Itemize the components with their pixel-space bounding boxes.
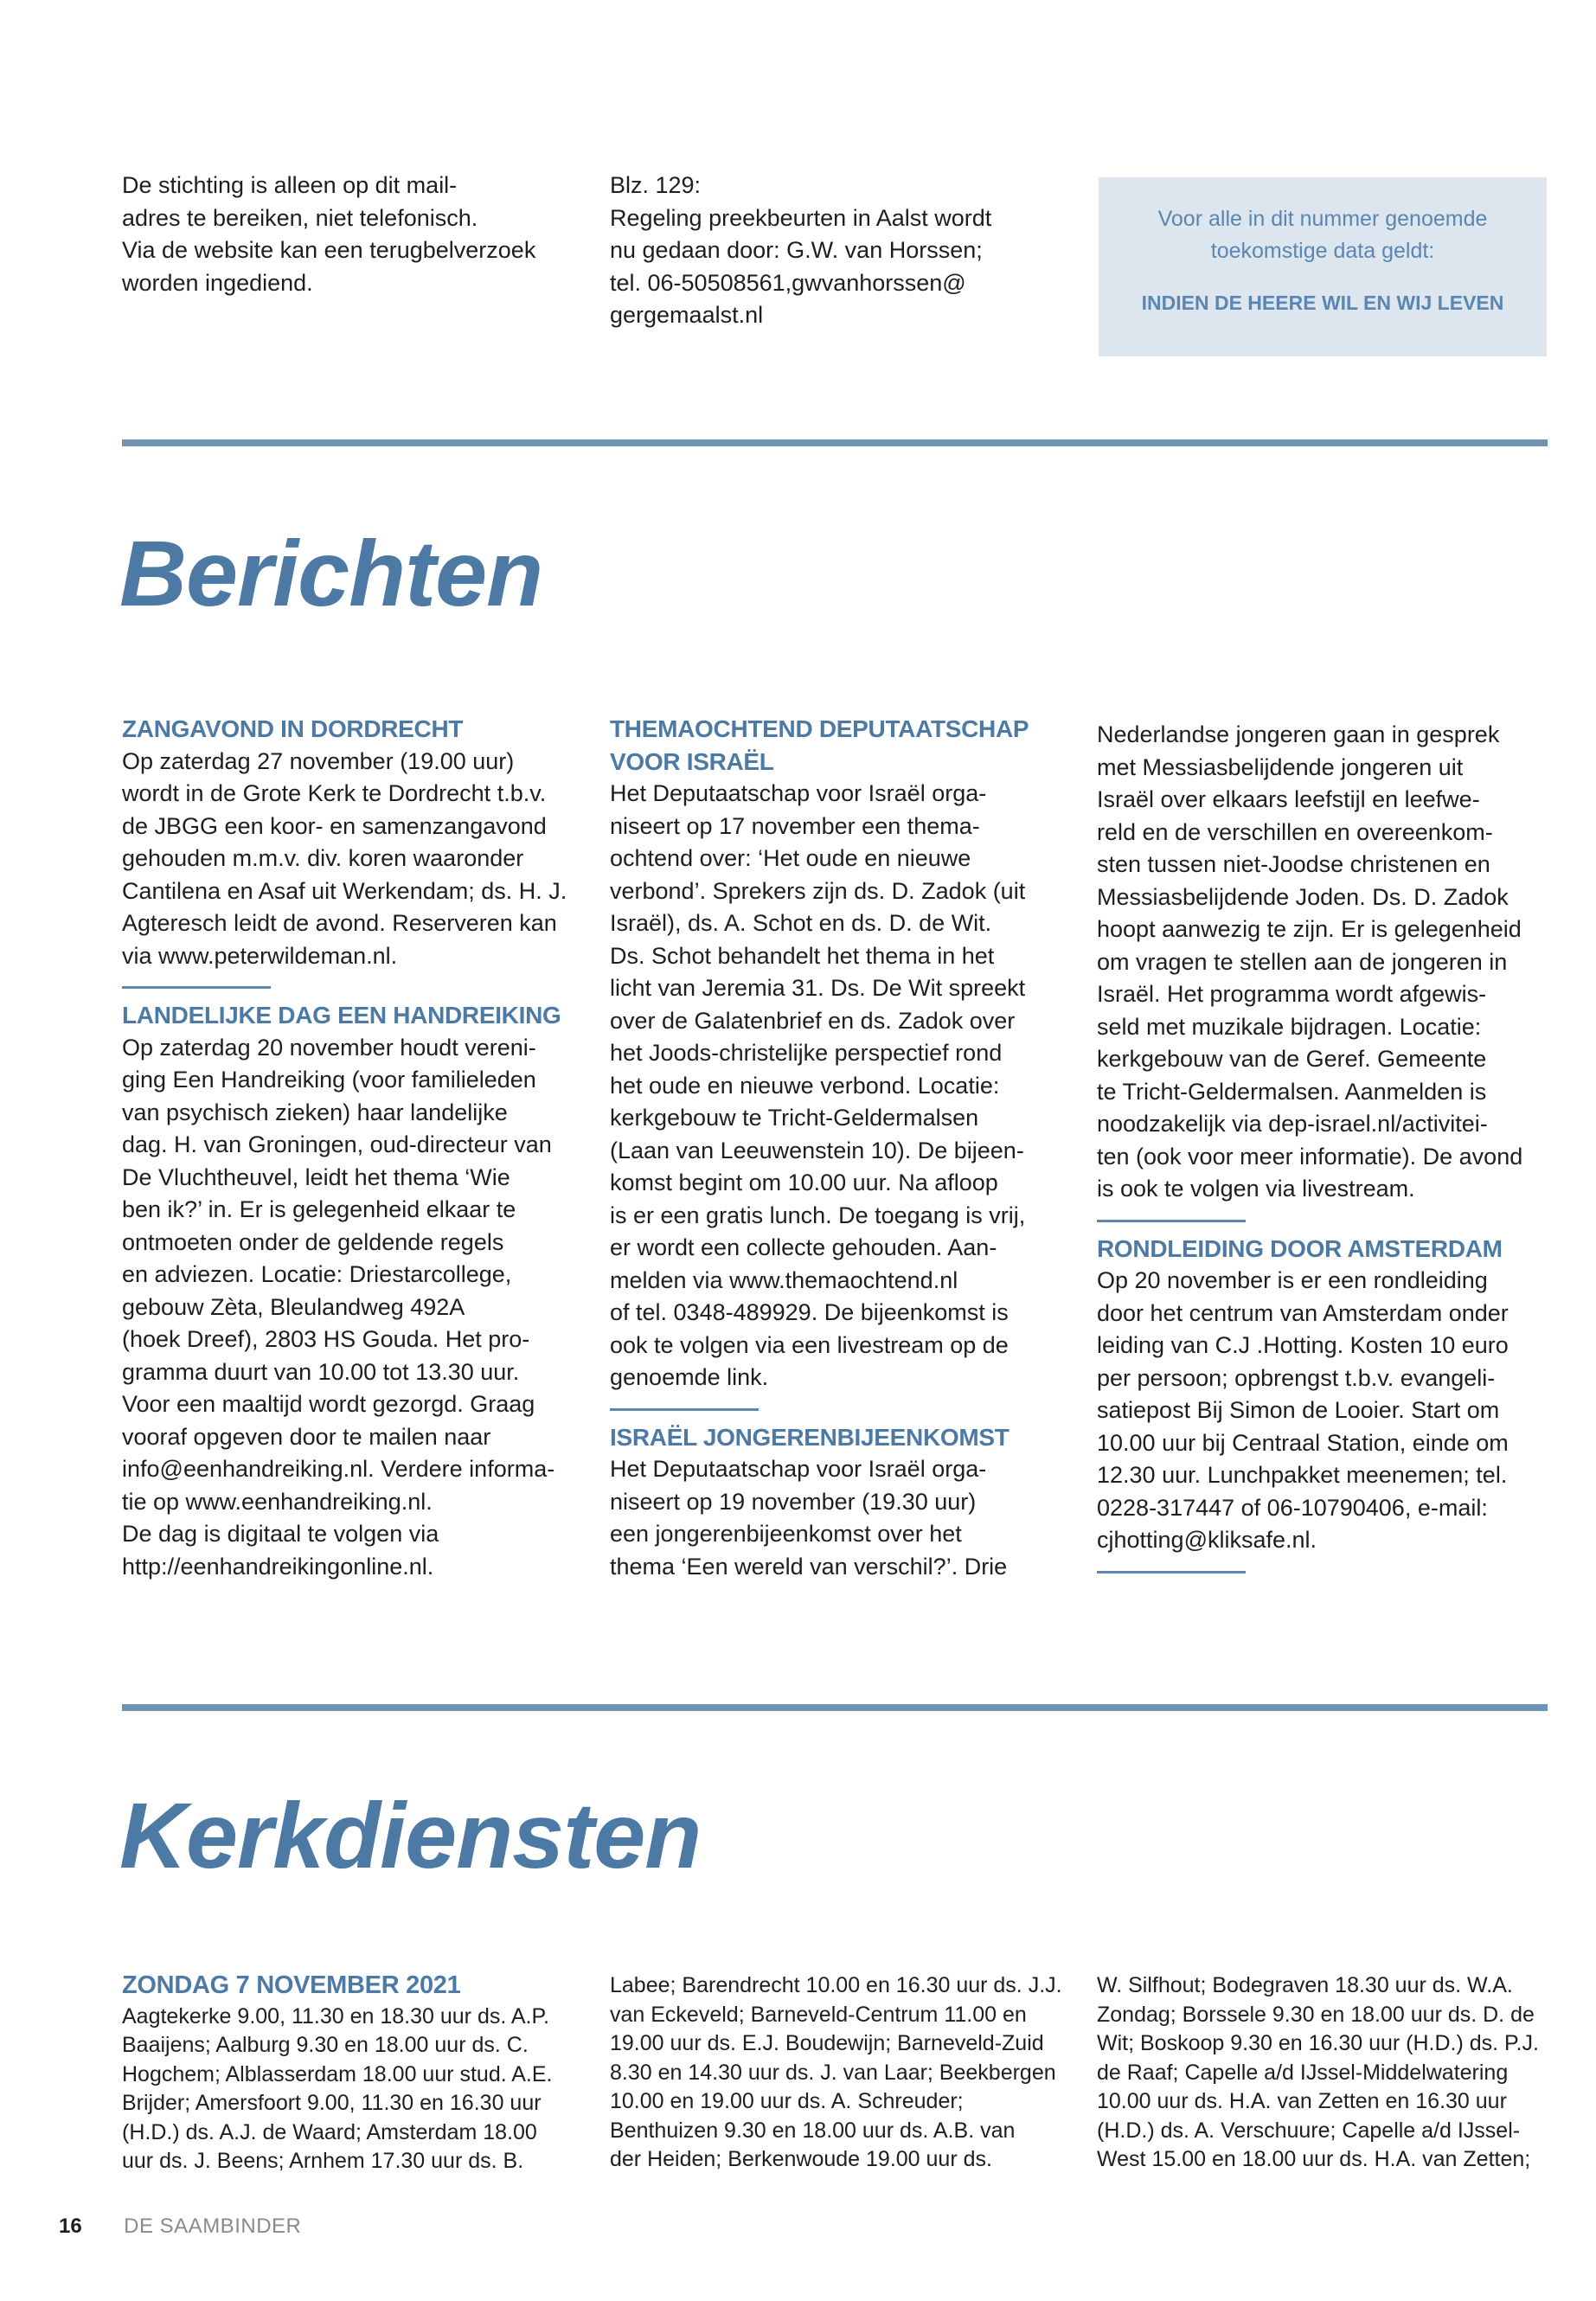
article-heading: ISRAËL JONGERENBIJEENKOMST (610, 1423, 1010, 1451)
article-body: Het Deputaatschap voor Israël orga- niseert op 19 november (19.30 uur) een jongerenbijeenkomst over het thema ‘Een wereld van verschil?’. Drie (610, 1456, 1008, 1580)
services-list: Aagtekerke 9.00, 11.30 en 18.30 uur ds. A.P. Baaijens; Aalburg 9.30 en 18.00 uur ds. C. Hogchem; Alblasserdam 18.00 uur stud. A.E. Brijder; Amersfoort 9.00, 11.30 en 16.30 uur (H.D.) ds. A.J. de Waard; Amsterdam 18.00 uur ds. J. Beens; Arnhem 17.30 uur ds. B. (122, 2003, 553, 2173)
article-jongerenbijeenkomst (610, 1421, 1060, 1584)
article-zangavond (122, 713, 572, 972)
article-body: Op 20 november is er een rondleiding door het centrum van Amsterdam onder leiding van C.J .Hotting. Kosten 10 euro per persoon; opbrengst t.b.v. evangeli- satiepost Bij Simon de Looier. Start om 10.00 uur bij Centraal Station, einde om 12.30 uur. Lunchpakket meenemen; tel. 0228-317447 of 06-10790406, e-mail: cjhotting@kliksafe.nl. (1097, 1267, 1509, 1553)
top-note-stichting: De stichting is alleen op dit mail- adres te bereiken, niet telefonisch. Via de website kan een terugbelverzoek worden ingediend. (122, 172, 536, 296)
article-separator (1097, 1571, 1246, 1574)
berichten-column-1 (122, 713, 572, 1583)
info-box (1099, 177, 1547, 356)
footer (59, 2214, 301, 2239)
info-box-line: Voor alle in dit nummer genoemde toekomstige data geldt: (1157, 207, 1488, 263)
article-body: Het Deputaatschap voor Israël orga- niseert op 17 november een thema- ochtend over: ‘Het oude en nieuwe verbond’. Sprekers zijn ds. D. Zadok (uit Israël), ds. A. Schot en ds. D. de Wit. Ds. Schot behandelt het thema in het licht van Jeremia 31. Ds. De Wit spreekt over de Galatenbrief en ds. Zadok over het Joods-christelijke perspectief rond het oude en nieuwe verbond. Locatie: kerkgebouw te Tricht-Geldermalsen (Laan van Leeuwenstein 10). De bijeen- komst begint om 10.00 uur. Na afloop is er een gratis lunch. De toegang is vrij, er wordt een collecte gehouden. Aan- melden via www.themaochtend.nl of tel. 0348-489929. De bijeenkomst is ook te volgen via een livestream op de genoemde link. (610, 780, 1026, 1390)
berichten-column-3 (1097, 719, 1547, 1584)
article-separator (122, 986, 271, 989)
article-rondleiding (1097, 1233, 1547, 1557)
section-divider-bottom (122, 1704, 1548, 1711)
top-note-blz-129: Blz. 129: Regeling preekbeurten in Aalst wordt nu gedaan door: G.W. van Horssen; tel. 06-50508561,gwvanhorssen@ gergemaalst.nl (610, 172, 992, 328)
article-heading: RONDLEIDING DOOR AMSTERDAM (1097, 1234, 1503, 1262)
article-themaochtend (610, 713, 1060, 1394)
section-title-berichten: Berichten (119, 521, 543, 625)
article-handreiking (122, 999, 572, 1583)
section-title-kerkdiensten: Kerkdiensten (119, 1783, 702, 1888)
article-body: Op zaterdag 27 november (19.00 uur) wordt in de Grote Kerk te Dordrecht t.b.v. de JBGG een koor- en samenzangavond gehouden m.m.v. div. koren waaronder Cantilena en Asaf uit Werkendam; ds. H. J. Agteresch leidt de avond. Reserveren kan via www.peterwildeman.nl. (122, 747, 567, 969)
article-heading: LANDELIJKE DAG EEN HANDREIKING (122, 1002, 561, 1029)
article-separator (1097, 1220, 1246, 1222)
service-date-heading: ZONDAG 7 NOVEMBER 2021 (122, 1971, 461, 1999)
page-number: 16 (59, 2214, 82, 2238)
article-body: Op zaterdag 20 november houdt vereni- ging Een Handreiking (voor familieleden van psychisch zieken) haar landelijke dag. H. van Groningen, oud-directeur van De Vluchtheuvel, leidt het thema ‘Wie ben ik?’ in. Er is gelegenheid elkaar te ontmoeten onder de geldende regels en adviezen. Locatie: Driestarcollege, gebouw Zèta, Bleulandweg 492A (hoek Dreef), 2803 HS Gouda. Het pro- gramma duurt van 10.00 tot 13.30 uur. Voor een maaltijd wordt gezorgd. Graag vooraf opgeven door te mailen naar info@eenhandreiking.nl. Verdere informa- tie op www.eenhandreiking.nl. De dag is digitaal te volgen via http://eenhandreikingonline.nl. (122, 1034, 555, 1580)
section-divider-top (122, 439, 1548, 446)
article-heading: ZANGAVOND IN DORDRECHT (122, 715, 464, 742)
article-separator (610, 1408, 759, 1411)
kerkdiensten-column-3: W. Silfhout; Bodegraven 18.30 uur ds. W.A. Zondag; Borssele 9.30 en 18.00 uur ds. D. de Wit; Boskoop 9.30 en 16.30 uur (H.D.) ds. P.J. de Raaf; Capelle a/d IJssel-Middelwatering 10.00 uur ds. H.A. van Zetten en 16.30 uur (H.D.) ds. A. Verschuure; Capelle a/d IJssel- West 15.00 en 18.00 uur ds. H.A. van Zetten; (1097, 1973, 1539, 2171)
berichten-column-2 (610, 713, 1060, 1583)
article-heading: THEMAOCHTEND DEPUTAATSCHAP VOOR ISRAËL (610, 715, 1029, 775)
kerkdiensten-column-1 (122, 1970, 576, 2176)
article-body-continued: Nederlandse jongeren gaan in gesprek met Messiasbelijdende jongeren uit Israël over elkaars leefstijl en leefwe- reld en de verschillen en overeenkom- sten tussen niet-Joodse christenen en Messiasbelijdende Joden. Ds. D. Zadok hoopt aanwezig te zijn. Er is gelegenheid om vragen te stellen aan de jongeren in Israël. Het programma wordt afgewis- seld met muzikale bijdragen. Locatie: kerkgebouw van de Geref. Gemeente te Tricht-Geldermalsen. Aanmelden is noodzakelijk via dep-israel.nl/activitei- ten (ook voor meer informatie). De avond is ook te volgen via livestream. (1097, 721, 1523, 1202)
kerkdiensten-column-2: Labee; Barendrecht 10.00 en 16.30 uur ds. J.J. van Eckeveld; Barneveld-Centrum 11.00 en 19.00 uur ds. E.J. Boudewijn; Barneveld-Zuid 8.30 en 14.30 uur ds. J. van Laar; Beekbergen 10.00 en 19.00 uur ds. A. Schreuder; Benthuizen 9.30 en 18.00 uur ds. A.B. van der Heiden; Berkenwoude 19.00 uur ds. (610, 1973, 1062, 2171)
info-box-strong: INDIEN DE HEERE WIL EN WIJ LEVEN (1141, 292, 1504, 314)
publication-name: DE SAAMBINDER (124, 2214, 302, 2238)
